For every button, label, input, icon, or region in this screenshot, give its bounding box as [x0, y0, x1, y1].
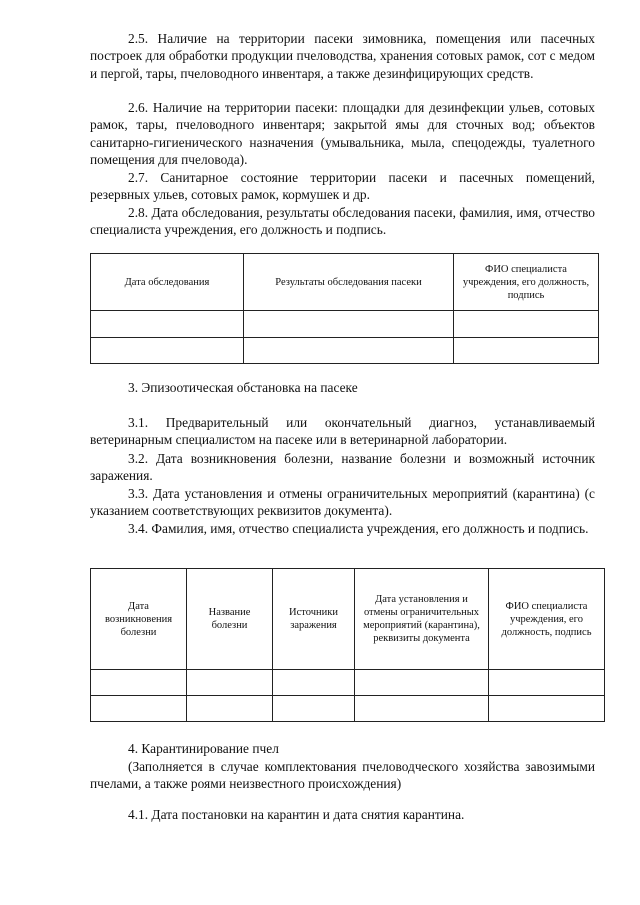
- section-4-note: (Заполняется в случае комплектования пчеловодческого хозяйства завозимыми пчелами, а также роями неизвестного происхождения): [90, 759, 595, 792]
- table-cell[interactable]: [355, 696, 489, 722]
- table-cell[interactable]: [91, 311, 244, 338]
- table-row: [91, 670, 605, 696]
- table-cell[interactable]: [244, 338, 454, 364]
- table-cell[interactable]: [489, 670, 605, 696]
- table-cell[interactable]: [454, 338, 599, 364]
- table-row: [91, 311, 599, 338]
- table-header-cell: Результаты обследования пасеки: [244, 254, 454, 311]
- table-cell[interactable]: [187, 670, 273, 696]
- table-cell[interactable]: [355, 670, 489, 696]
- table-header-cell: ФИО специалиста учреждения, его должность, подпись: [454, 254, 599, 311]
- table-row: [91, 338, 599, 364]
- table-header-cell: Дата обследования: [91, 254, 244, 311]
- epizootic-table: [90, 568, 605, 722]
- paragraph-3-2: 3.2. Дата возникновения болезни, название болезни и возможный источник заражения.: [90, 451, 595, 484]
- table-header-row: [91, 569, 605, 670]
- paragraph-2-7: 2.7. Санитарное состояние территории пасеки и пасечных помещений, резервных ульев, сотовых рамок, кормушек и др.: [90, 170, 595, 203]
- paragraph-3-1: 3.1. Предварительный или окончательный диагноз, устанавливаемый ветеринарным специалистом на пасеке или в ветеринарной лаборатории.: [90, 415, 595, 448]
- table-header-cell: Название болезни: [187, 569, 273, 670]
- inspection-table: [90, 253, 599, 364]
- paragraph-2-5: 2.5. Наличие на территории пасеки зимовника, помещения или пасечных построек для обработки продукции пчеловодства, хранения сотовых рамок, сот с медом и пергой, тары, пчеловодного инвентаря, а также дезинфицирующих средств.: [90, 31, 595, 81]
- table-header-cell: Дата установления и отмены ограничительных мероприятий (карантина), реквизиты документа: [355, 569, 489, 670]
- table-row: [91, 696, 605, 722]
- table-cell[interactable]: [273, 696, 355, 722]
- section-3-heading: 3. Эпизоотическая обстановка на пасеке: [128, 380, 358, 395]
- table-cell[interactable]: [454, 311, 599, 338]
- table-header-cell: Дата возникновения болезни: [91, 569, 187, 670]
- paragraph-2-6: 2.6. Наличие на территории пасеки: площадки для дезинфекции ульев, сотовых рамок, тары, пчеловодного инвентаря; закрытой ямы для сточных вод; объектов санитарно-гигиенического назначения (умывальника, мыла, спецодежды, туалетного помещения для пчеловода).: [90, 100, 595, 168]
- table-cell[interactable]: [489, 696, 605, 722]
- section-4-heading: 4. Карантинирование пчел: [128, 741, 279, 756]
- paragraph-2-8: 2.8. Дата обследования, результаты обследования пасеки, фамилия, имя, отчество специалиста учреждения, его должность и подпись.: [90, 205, 595, 238]
- table-cell[interactable]: [244, 311, 454, 338]
- table-header-cell: ФИО специалиста учреждения, его должность, подпись: [489, 569, 605, 670]
- table-header-cell: Источники заражения: [273, 569, 355, 670]
- table-header-row: [91, 254, 599, 311]
- table-cell[interactable]: [91, 670, 187, 696]
- table-cell[interactable]: [187, 696, 273, 722]
- paragraph-3-3: 3.3. Дата установления и отмены ограничительных мероприятий (карантина) (с указанием соответствующих реквизитов документа).: [90, 486, 595, 519]
- table-cell[interactable]: [91, 696, 187, 722]
- paragraph-3-4: 3.4. Фамилия, имя, отчество специалиста учреждения, его должность и подпись.: [128, 521, 589, 536]
- table-cell[interactable]: [91, 338, 244, 364]
- paragraph-4-1: 4.1. Дата постановки на карантин и дата снятия карантина.: [128, 807, 465, 822]
- table-cell[interactable]: [273, 670, 355, 696]
